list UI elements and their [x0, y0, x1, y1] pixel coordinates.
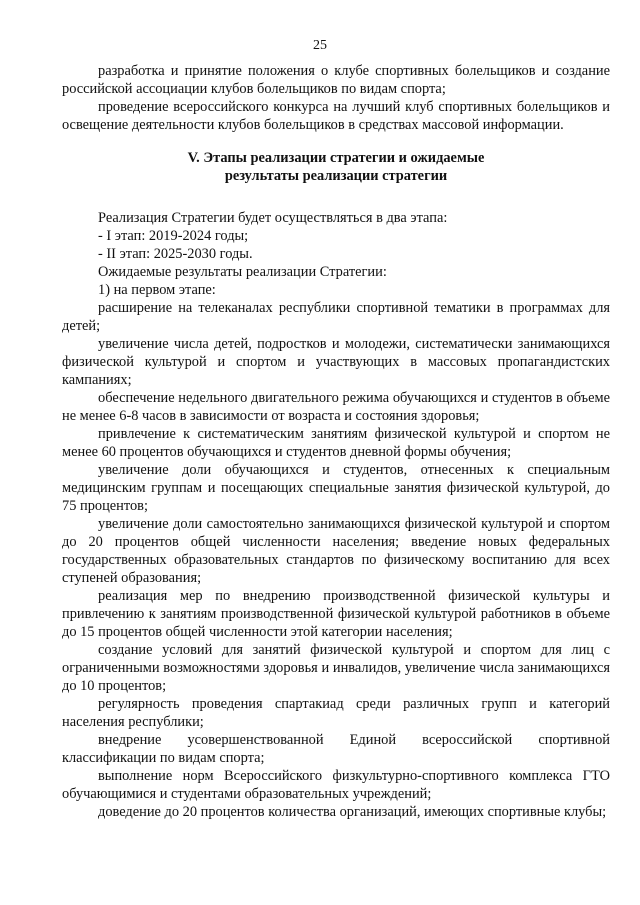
body-paragraph: увеличение доли обучающихся и студентов, отнесенных к специальным медицинским группам и посещающих специальные занятия физической культурой, до 75 процентов;: [62, 462, 610, 514]
body-paragraph: внедрение усовершенствованной Единой всероссийской спортивной классификации по видам спорта;: [62, 732, 610, 766]
body-paragraph: - II этап: 2025-2030 годы.: [98, 246, 253, 262]
section-heading-line: V. Этапы реализации стратегии и ожидаемые: [187, 150, 485, 166]
body-paragraph: увеличение числа детей, подростков и молодежи, систематически занимающихся физической культурой и спортом и участвующих в массовых пропагандистских кампаниях;: [62, 336, 610, 388]
body-paragraph: обеспечение недельного двигательного режима обучающихся и студентов в объеме не менее 6-8 часов в зависимости от возраста и состояния здоровья;: [62, 390, 610, 424]
body-paragraph: регулярность проведения спартакиад среди различных групп и категорий населения республики;: [62, 696, 610, 730]
document-body: [62, 62, 610, 821]
body-paragraph: Реализация Стратегии будет осуществляться в два этапа:: [98, 210, 448, 226]
intro-paragraph: разработка и принятие положения о клубе спортивных болельщиков и создание российской ассоциации клубов болельщиков по видам спорта;: [62, 63, 610, 97]
body-paragraph: 1) на первом этапе:: [98, 282, 216, 298]
body-paragraph: - I этап: 2019-2024 годы;: [98, 228, 249, 244]
body-paragraph: расширение на телеканалах республики спортивной тематики в программах для детей;: [62, 300, 610, 334]
section-heading: [62, 149, 610, 185]
page-number: 25: [313, 38, 327, 53]
body-paragraph: реализация мер по внедрению производственной физической культуры и привлечению к занятиям производственной физической культурой работников в объеме до 15 процентов общей численности этой категории населения;: [62, 588, 610, 640]
body-paragraph: создание условий для занятий физической культурой и спортом для лиц с ограниченными возможностями здоровья и инвалидов, увеличение числа занимающихся до 10 процентов;: [62, 642, 610, 694]
body-paragraph: Ожидаемые результаты реализации Стратегии:: [98, 264, 387, 280]
section-heading-line: результаты реализации стратегии: [224, 168, 448, 184]
body-paragraph: привлечение к систематическим занятиям физической культурой и спортом не менее 60 процентов обучающихся и студентов дневной формы обучения;: [62, 426, 610, 460]
body-paragraph: доведение до 20 процентов количества организаций, имеющих спортивные клубы;: [98, 804, 607, 820]
intro-paragraph: проведение всероссийского конкурса на лучший клуб спортивных болельщиков и освещение деятельности клубов болельщиков в средствах массовой информации.: [62, 99, 610, 133]
body-paragraph: выполнение норм Всероссийского физкультурно-спортивного комплекса ГТО обучающимися и студентами образовательных учреждений;: [62, 768, 610, 802]
body-paragraph: увеличение доли самостоятельно занимающихся физической культурой и спортом до 20 процентов общей численности населения; введение новых федеральных государственных образовательных стандартов по физическому воспитанию для всех ступеней образования;: [62, 516, 610, 586]
